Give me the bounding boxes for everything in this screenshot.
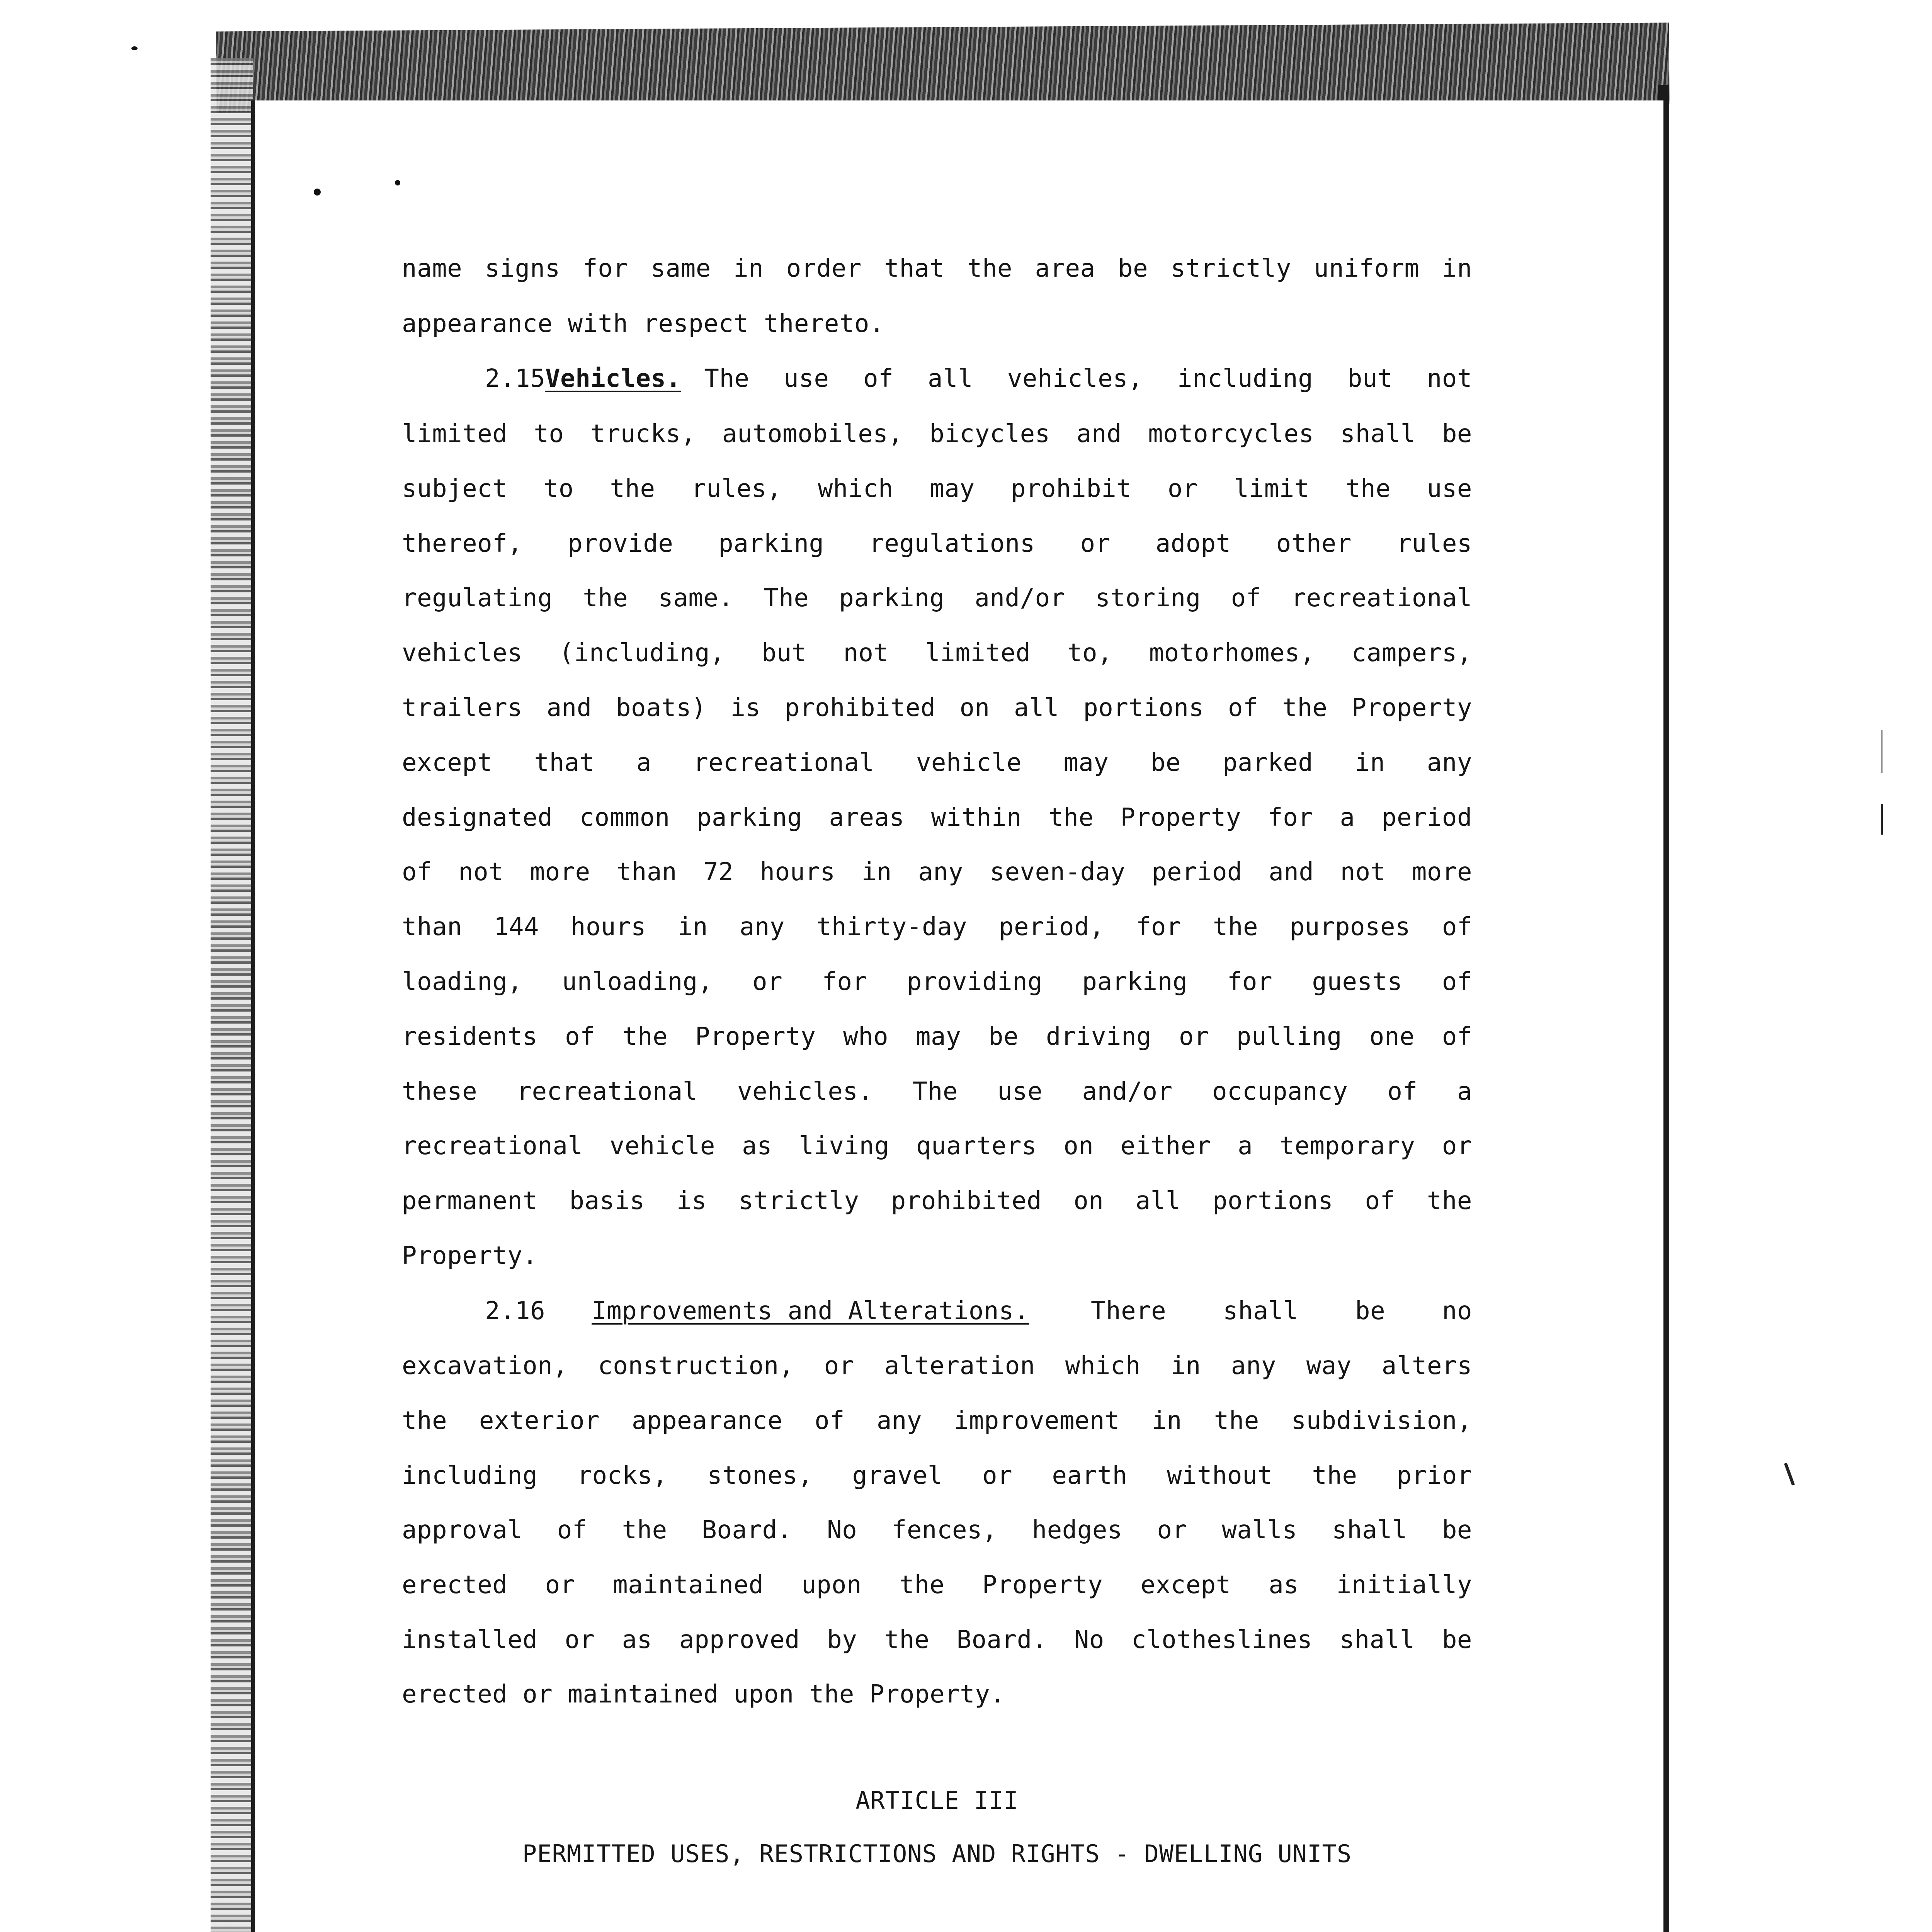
word: either — [1120, 1132, 1211, 1161]
word: and — [1076, 420, 1122, 448]
word: of — [1442, 968, 1472, 996]
margin-mark — [1784, 1463, 1795, 1485]
word: shall — [1340, 420, 1416, 448]
text-line — [402, 583, 1472, 614]
word: rules — [1396, 529, 1472, 558]
word: be — [1355, 1297, 1386, 1325]
word: limited — [925, 639, 1031, 668]
word: campers, — [1351, 639, 1472, 668]
word: vehicles — [402, 639, 523, 668]
word: except — [402, 748, 493, 777]
word: in — [1442, 254, 1472, 283]
word: the — [899, 1571, 945, 1600]
word: or — [1167, 474, 1198, 503]
word: not — [1340, 858, 1386, 887]
word: vehicle — [609, 1132, 715, 1161]
text-line — [402, 1076, 1472, 1107]
word: of — [863, 364, 894, 393]
word: maintained — [613, 1571, 764, 1600]
word: the — [967, 254, 1012, 283]
word: but — [761, 639, 807, 668]
word: same — [650, 254, 711, 283]
word: vehicles. — [737, 1077, 873, 1106]
word: for — [1227, 968, 1273, 996]
word: thirty-day — [816, 913, 968, 942]
word: residents — [402, 1022, 538, 1051]
word: excavation, — [402, 1352, 568, 1380]
word: the — [884, 1626, 930, 1654]
word: Property — [1120, 803, 1241, 832]
word: construction, — [598, 1352, 794, 1380]
word: way — [1306, 1352, 1352, 1380]
word: period, — [998, 913, 1105, 942]
word: and/or — [975, 584, 1065, 613]
word: temporary — [1279, 1132, 1415, 1161]
word: is — [676, 1187, 707, 1216]
word: living — [799, 1132, 889, 1161]
word: for — [1268, 803, 1313, 832]
word: No — [827, 1516, 857, 1545]
text-line — [402, 1350, 1472, 1381]
word: trailers — [402, 694, 523, 722]
word: or — [545, 1571, 575, 1600]
word: or — [752, 968, 783, 996]
word: to — [543, 474, 574, 503]
word: use — [1427, 474, 1472, 503]
word: rocks, — [577, 1461, 668, 1490]
word: be — [1442, 1516, 1472, 1545]
word: parking — [1082, 968, 1188, 996]
word: vehicle — [916, 748, 1022, 777]
scan-speck — [314, 189, 321, 196]
word: including — [1177, 364, 1313, 393]
word: on — [1073, 1187, 1104, 1216]
word: There — [1091, 1297, 1167, 1325]
word: in — [733, 254, 764, 283]
word: uniform — [1314, 254, 1420, 283]
text-line — [402, 802, 1472, 833]
word: any — [1427, 748, 1472, 777]
word: within — [931, 803, 1022, 832]
word: Board. — [956, 1626, 1047, 1654]
article-title: ARTICLE III — [855, 1786, 1019, 1815]
word: all — [1135, 1187, 1181, 1216]
section-heading: Improvements and Alterations. — [592, 1297, 1029, 1325]
word: the — [1214, 1406, 1259, 1435]
word: which — [1065, 1352, 1141, 1380]
word: occupancy — [1212, 1077, 1348, 1106]
word: strictly — [1170, 254, 1291, 283]
scan-edge-left — [211, 58, 253, 1932]
word: boats) — [616, 694, 707, 722]
word: hours — [570, 913, 646, 942]
text-line — [402, 473, 1472, 504]
word: appearance — [631, 1406, 783, 1435]
word: recreational — [693, 748, 874, 777]
word: these — [402, 1077, 478, 1106]
word: a — [636, 748, 651, 777]
word: 144 — [493, 913, 539, 942]
text-line — [402, 1460, 1472, 1491]
word: shall — [1223, 1297, 1299, 1325]
word: provide — [568, 529, 673, 558]
text-line — [402, 1185, 1472, 1216]
word: areas — [829, 803, 905, 832]
text-line — [402, 253, 1472, 284]
word: hedges — [1032, 1516, 1122, 1545]
word: The — [912, 1077, 958, 1106]
word: quarters — [916, 1132, 1037, 1161]
word: prohibited — [891, 1187, 1042, 1216]
text-line-rest — [704, 363, 1472, 394]
word: use — [784, 364, 829, 393]
word: subject — [402, 474, 508, 503]
word: not — [843, 639, 889, 668]
word: rules, — [691, 474, 782, 503]
scan-speck — [395, 180, 400, 185]
word: no — [1442, 1297, 1472, 1325]
word: than — [616, 858, 677, 887]
word: a — [1238, 1132, 1253, 1161]
scan-speck — [131, 46, 138, 50]
word: all — [1014, 694, 1060, 722]
word: any — [739, 913, 785, 942]
word: exterior — [479, 1406, 600, 1435]
text-line — [402, 912, 1472, 942]
word: or — [1179, 1022, 1209, 1051]
word: loading, — [402, 968, 523, 996]
word: strictly — [738, 1187, 859, 1216]
word: vehicles, — [1007, 364, 1143, 393]
word: permanent — [402, 1187, 538, 1216]
word: stones, — [707, 1461, 813, 1490]
word: The — [764, 584, 809, 613]
word: be — [1442, 420, 1472, 448]
word: pulling — [1236, 1022, 1342, 1051]
word: walls — [1222, 1516, 1298, 1545]
word: erected — [402, 1571, 508, 1600]
word: recreational — [1291, 584, 1472, 613]
word: or — [1080, 529, 1111, 558]
word: guests — [1312, 968, 1403, 996]
word: for — [583, 254, 628, 283]
word: be — [988, 1022, 1019, 1051]
word: the — [1048, 803, 1094, 832]
word: Board. — [702, 1516, 793, 1545]
word: any — [876, 1406, 922, 1435]
text-line — [402, 1131, 1472, 1162]
word: unloading, — [562, 968, 713, 996]
word: the — [610, 474, 655, 503]
word: on — [959, 694, 990, 722]
text-line — [402, 1515, 1472, 1546]
word: and/or — [1082, 1077, 1173, 1106]
text-line — [402, 638, 1472, 668]
word: to, — [1067, 639, 1113, 668]
word: and — [546, 694, 592, 722]
word: common — [579, 803, 670, 832]
word: 72 — [703, 858, 734, 887]
margin-mark — [1881, 730, 1883, 773]
word: initially — [1336, 1571, 1472, 1600]
word: in — [1355, 748, 1385, 777]
word: upon — [801, 1571, 862, 1600]
text-line — [402, 747, 1472, 778]
word: more — [530, 858, 590, 887]
word: a — [1340, 803, 1355, 832]
word: of — [402, 858, 432, 887]
word: same. — [658, 584, 734, 613]
word: the — [1427, 1187, 1472, 1216]
word: including — [402, 1461, 538, 1490]
word: portions — [1083, 694, 1204, 722]
word: parked — [1223, 748, 1313, 777]
word: hours — [760, 858, 835, 887]
word: (including, — [559, 639, 725, 668]
word: of — [1228, 694, 1258, 722]
word: without — [1167, 1461, 1273, 1490]
word: recreational — [517, 1077, 698, 1106]
word: any — [1231, 1352, 1276, 1380]
section-2-16-heading-line — [402, 1296, 1472, 1327]
word: limited — [402, 420, 508, 448]
article-subtitle: PERMITTED USES, RESTRICTIONS AND RIGHTS - DWELLING UNITS — [522, 1840, 1352, 1868]
word: is — [730, 694, 761, 722]
word: installed — [402, 1626, 538, 1654]
text-line — [402, 1570, 1472, 1600]
word: the — [1213, 913, 1258, 942]
word: that — [534, 748, 595, 777]
word: of — [565, 1022, 595, 1051]
section-number: 2.16 — [485, 1297, 546, 1325]
word: limit — [1234, 474, 1310, 503]
word: the — [1312, 1461, 1357, 1490]
word: may — [929, 474, 975, 503]
word: as — [622, 1626, 652, 1654]
word: gravel — [852, 1461, 943, 1490]
word: the — [583, 584, 628, 613]
word: prohibited — [784, 694, 936, 722]
word: Property — [982, 1571, 1103, 1600]
word: that — [884, 254, 945, 283]
word: in — [677, 913, 708, 942]
word: but — [1347, 364, 1393, 393]
word: portions — [1212, 1187, 1333, 1216]
word: use — [997, 1077, 1043, 1106]
word: designated — [402, 803, 553, 832]
word: thereof, — [402, 529, 523, 558]
scan-edge-top — [216, 23, 1669, 113]
word: alteration — [884, 1352, 1035, 1380]
word: in — [1151, 1406, 1182, 1435]
word: by — [827, 1626, 857, 1654]
word: may — [1063, 748, 1109, 777]
word: period — [1151, 858, 1243, 887]
word: to — [534, 420, 564, 448]
word: of — [557, 1516, 587, 1545]
word: of — [1442, 913, 1472, 942]
word: be — [1150, 748, 1181, 777]
section-number: 2.15 — [485, 364, 546, 393]
word: signs — [485, 254, 560, 283]
word: be — [1118, 254, 1148, 283]
text-line — [402, 1021, 1472, 1052]
word: automobiles, — [722, 420, 903, 448]
word: prior — [1396, 1461, 1472, 1490]
word: trucks, — [590, 420, 696, 448]
word: or — [565, 1626, 595, 1654]
word: prohibit — [1011, 474, 1132, 503]
word: approved — [679, 1626, 800, 1654]
word: of — [1442, 1022, 1472, 1051]
word: The — [704, 364, 750, 393]
word: improvement — [954, 1406, 1120, 1435]
word: as — [1269, 1571, 1299, 1600]
word: No — [1074, 1626, 1104, 1654]
word: in — [1170, 1352, 1201, 1380]
word: or — [1157, 1516, 1187, 1545]
word: all — [928, 364, 973, 393]
text-line — [402, 418, 1472, 449]
word: the — [622, 1516, 667, 1545]
word: one — [1369, 1022, 1415, 1051]
text-line — [402, 528, 1472, 559]
word: period — [1381, 803, 1472, 832]
word: not — [458, 858, 504, 887]
word: of — [815, 1406, 845, 1435]
text-line: Property. — [402, 1242, 538, 1270]
word: storing — [1095, 584, 1201, 613]
word: adopt — [1155, 529, 1231, 558]
word: fences, — [891, 1516, 998, 1545]
word: or — [1442, 1132, 1472, 1161]
word: the — [402, 1406, 447, 1435]
word: Property — [1351, 694, 1472, 722]
word: of — [1231, 584, 1261, 613]
text-line: erected or maintained upon the Property. — [402, 1680, 1005, 1709]
word: order — [786, 254, 862, 283]
word: for — [822, 968, 867, 996]
margin-mark — [1881, 804, 1883, 835]
text-line-rest — [1091, 1296, 1472, 1327]
word: the — [1282, 694, 1328, 722]
section-heading: Vehicles. — [545, 364, 681, 393]
word: not — [1427, 364, 1472, 393]
word: area — [1035, 254, 1095, 283]
word: and — [1269, 858, 1314, 887]
word: basis — [569, 1187, 645, 1216]
text-line — [402, 966, 1472, 997]
word: or — [824, 1352, 854, 1380]
word: purposes — [1289, 913, 1411, 942]
text-line — [402, 1405, 1472, 1436]
word: recreational — [402, 1132, 583, 1161]
word: regulating — [402, 584, 553, 613]
word: motorhomes, — [1149, 639, 1315, 668]
word: regulations — [869, 529, 1035, 558]
word: which — [818, 474, 893, 503]
section-2-15-heading-line — [402, 363, 1472, 394]
word: a — [1457, 1077, 1472, 1106]
text-line: appearance with respect thereto. — [402, 310, 884, 338]
word: alters — [1381, 1352, 1472, 1380]
word: parking — [839, 584, 945, 613]
word: shall — [1332, 1516, 1408, 1545]
word: shall — [1339, 1626, 1415, 1654]
word: Property — [695, 1022, 816, 1051]
word: who — [843, 1022, 889, 1051]
text-line — [402, 1624, 1472, 1655]
word: except — [1140, 1571, 1231, 1600]
word: seven-day — [990, 858, 1126, 887]
word: in — [861, 858, 892, 887]
word: more — [1412, 858, 1472, 887]
word: than — [402, 913, 463, 942]
word: be — [1442, 1626, 1472, 1654]
word: providing — [906, 968, 1043, 996]
word: earth — [1052, 1461, 1128, 1490]
word: of — [1387, 1077, 1418, 1106]
word: on — [1063, 1132, 1094, 1161]
word: the — [622, 1022, 668, 1051]
text-line — [402, 692, 1472, 723]
word: clotheslines — [1131, 1626, 1313, 1654]
word: of — [1365, 1187, 1395, 1216]
word: parking — [697, 803, 803, 832]
word: as — [742, 1132, 772, 1161]
word: name — [402, 254, 463, 283]
word: approval — [402, 1516, 523, 1545]
word: the — [1345, 474, 1391, 503]
word: motorcycles — [1148, 420, 1314, 448]
word: parking — [718, 529, 824, 558]
word: may — [916, 1022, 961, 1051]
word: subdivision, — [1291, 1406, 1472, 1435]
word: bicycles — [929, 420, 1050, 448]
word: driving — [1046, 1022, 1152, 1051]
word: for — [1136, 913, 1182, 942]
word: or — [982, 1461, 1013, 1490]
text-line — [402, 857, 1472, 888]
word: any — [918, 858, 964, 887]
word: other — [1276, 529, 1352, 558]
